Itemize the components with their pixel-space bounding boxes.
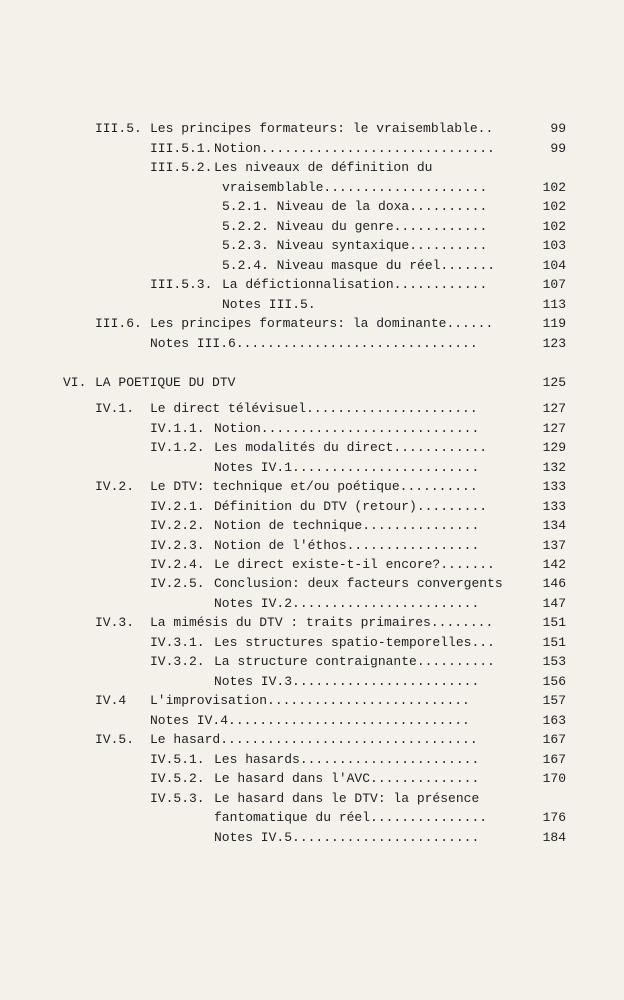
toc-number: IV.5.2. — [150, 771, 205, 786]
toc-page-number: 102 — [542, 199, 566, 214]
toc-title: Notion.............................. — [214, 141, 495, 156]
toc-line — [0, 334, 624, 354]
toc-line — [0, 555, 624, 575]
toc-title: Notion de technique............... — [214, 518, 480, 533]
toc-title: Les principes formateurs: la dominante...... — [150, 316, 494, 331]
toc-title: 5.2.1. Niveau de la doxa.......... — [222, 199, 488, 214]
toc-line — [0, 419, 624, 439]
toc-line — [0, 477, 624, 497]
toc-title: Notes IV.5........................ — [214, 830, 480, 845]
toc-line — [0, 178, 624, 198]
toc-title: Les principes formateurs: le vraisemblable.. — [150, 121, 494, 136]
toc-number: IV.2.3. — [150, 538, 205, 553]
toc-number: IV.5.3. — [150, 791, 205, 806]
toc-number: III.5.1. — [150, 141, 213, 156]
toc-page-number: 102 — [542, 180, 566, 195]
toc-page-number: 107 — [542, 277, 566, 292]
toc-line — [0, 217, 624, 237]
toc-page-number: 151 — [542, 615, 566, 630]
toc-line — [0, 158, 624, 178]
toc-number: III.6. — [95, 316, 142, 331]
toc-line — [0, 633, 624, 653]
toc-title: LA POETIQUE DU DTV — [95, 375, 236, 390]
toc-title: Notes IV.4............................... — [150, 713, 470, 728]
toc-number: IV.2. — [95, 479, 135, 494]
toc-line — [0, 672, 624, 692]
toc-number: III.5.3. — [150, 277, 213, 292]
toc-line — [0, 458, 624, 478]
toc-page-number: 119 — [542, 316, 566, 331]
toc-title: Le hasard dans le DTV: la présence — [214, 791, 480, 806]
toc-line — [0, 594, 624, 614]
toc-title: Définition du DTV (retour)......... — [214, 499, 488, 514]
toc-number: IV.3.2. — [150, 654, 205, 669]
toc-page-number: 113 — [542, 297, 566, 312]
toc-title: Notion............................ — [214, 421, 480, 436]
toc-title: Le direct existe-t-il encore?....... — [214, 557, 495, 572]
toc-page-number: 99 — [550, 141, 566, 156]
toc-page-number: 127 — [542, 401, 566, 416]
toc-number: IV.1.2. — [150, 440, 205, 455]
toc-page-number: 151 — [542, 635, 566, 650]
toc-page-number: 147 — [542, 596, 566, 611]
toc-line — [0, 139, 624, 159]
toc-title: vraisemblable..................... — [222, 180, 488, 195]
toc-number: IV.3.1. — [150, 635, 205, 650]
toc-line — [0, 256, 624, 276]
toc-line — [0, 652, 624, 672]
toc-line — [0, 373, 624, 393]
toc-line — [0, 574, 624, 594]
toc-number: VI. — [63, 375, 87, 390]
toc-line — [0, 497, 624, 517]
toc-title: Le direct télévisuel...................... — [150, 401, 478, 416]
toc-page-number: 184 — [542, 830, 566, 845]
toc-line — [0, 399, 624, 419]
toc-title: Les hasards....................... — [214, 752, 480, 767]
toc-title: La défictionnalisation............ — [222, 277, 488, 292]
toc-number: IV.1.1. — [150, 421, 205, 436]
toc-title: 5.2.4. Niveau masque du réel....... — [222, 258, 496, 273]
toc-number: III.5.2. — [150, 160, 213, 175]
toc-title: Notes III.5. — [222, 297, 316, 312]
toc-page-number: 133 — [542, 479, 566, 494]
toc-title: La mimésis du DTV : traits primaires........ — [150, 615, 494, 630]
toc-line — [0, 613, 624, 633]
toc-line — [0, 119, 624, 139]
toc-page-number: 167 — [542, 732, 566, 747]
toc-page-number: 163 — [542, 713, 566, 728]
toc-line — [0, 828, 624, 848]
toc-page-number: 123 — [542, 336, 566, 351]
toc-page-number: 146 — [542, 576, 566, 591]
toc-title: 5.2.2. Niveau du genre............ — [222, 219, 488, 234]
toc-page-number: 170 — [542, 771, 566, 786]
toc-line — [0, 691, 624, 711]
toc-title: Les modalités du direct............ — [214, 440, 488, 455]
toc-number: IV.2.4. — [150, 557, 205, 572]
toc-line — [0, 536, 624, 556]
toc-page-number: 129 — [542, 440, 566, 455]
toc-line — [0, 438, 624, 458]
toc-page-number: 134 — [542, 518, 566, 533]
toc-title: L'improvisation.......................... — [150, 693, 470, 708]
toc-page-number: 102 — [542, 219, 566, 234]
toc-page-number: 153 — [542, 654, 566, 669]
toc-number: IV.2.2. — [150, 518, 205, 533]
toc-page-number: 99 — [550, 121, 566, 136]
toc-page-number: 104 — [542, 258, 566, 273]
toc-line — [0, 236, 624, 256]
toc-title: Notes IV.2........................ — [214, 596, 480, 611]
toc-line — [0, 516, 624, 536]
toc-title: Les niveaux de définition du — [214, 160, 433, 175]
toc-page-number: 156 — [542, 674, 566, 689]
toc-number: IV.1. — [95, 401, 135, 416]
toc-page-number: 103 — [542, 238, 566, 253]
toc-number: IV.3. — [95, 615, 135, 630]
toc-page-number: 137 — [542, 538, 566, 553]
toc-title: Notes III.6............................... — [150, 336, 478, 351]
toc-line — [0, 808, 624, 828]
toc-title: Le DTV: technique et/ou poétique.......... — [150, 479, 478, 494]
toc-page-number: 167 — [542, 752, 566, 767]
toc-title: Le hasard................................. — [150, 732, 478, 747]
toc-page-number: 125 — [542, 375, 566, 390]
toc-line — [0, 789, 624, 809]
toc-page-number: 132 — [542, 460, 566, 475]
toc-page-number: 133 — [542, 499, 566, 514]
toc-title: Conclusion: deux facteurs convergents — [214, 576, 503, 591]
toc-title: La structure contraignante.......... — [214, 654, 495, 669]
toc-page-number: 127 — [542, 421, 566, 436]
toc-title: Le hasard dans l'AVC.............. — [214, 771, 480, 786]
toc-title: fantomatique du réel............... — [214, 810, 488, 825]
toc-title: Notes IV.3........................ — [214, 674, 480, 689]
toc-line — [0, 197, 624, 217]
toc-number: IV.4 — [95, 693, 127, 708]
toc-line — [0, 769, 624, 789]
toc-number: IV.2.5. — [150, 576, 205, 591]
toc-page-number: 142 — [542, 557, 566, 572]
toc-title: 5.2.3. Niveau syntaxique.......... — [222, 238, 488, 253]
toc-number: IV.5.1. — [150, 752, 205, 767]
toc-page-number: 157 — [542, 693, 566, 708]
toc-line — [0, 711, 624, 731]
toc-title: Notes IV.1........................ — [214, 460, 480, 475]
toc-line — [0, 750, 624, 770]
toc-title: Notion de l'éthos................. — [214, 538, 480, 553]
toc-line — [0, 275, 624, 295]
toc-title: Les structures spatio-temporelles... — [214, 635, 495, 650]
toc-line — [0, 295, 624, 315]
toc-number: IV.5. — [95, 732, 135, 747]
toc-page-number: 176 — [542, 810, 566, 825]
toc-line — [0, 730, 624, 750]
toc-number: III.5. — [95, 121, 142, 136]
toc-line — [0, 314, 624, 334]
toc-number: IV.2.1. — [150, 499, 205, 514]
